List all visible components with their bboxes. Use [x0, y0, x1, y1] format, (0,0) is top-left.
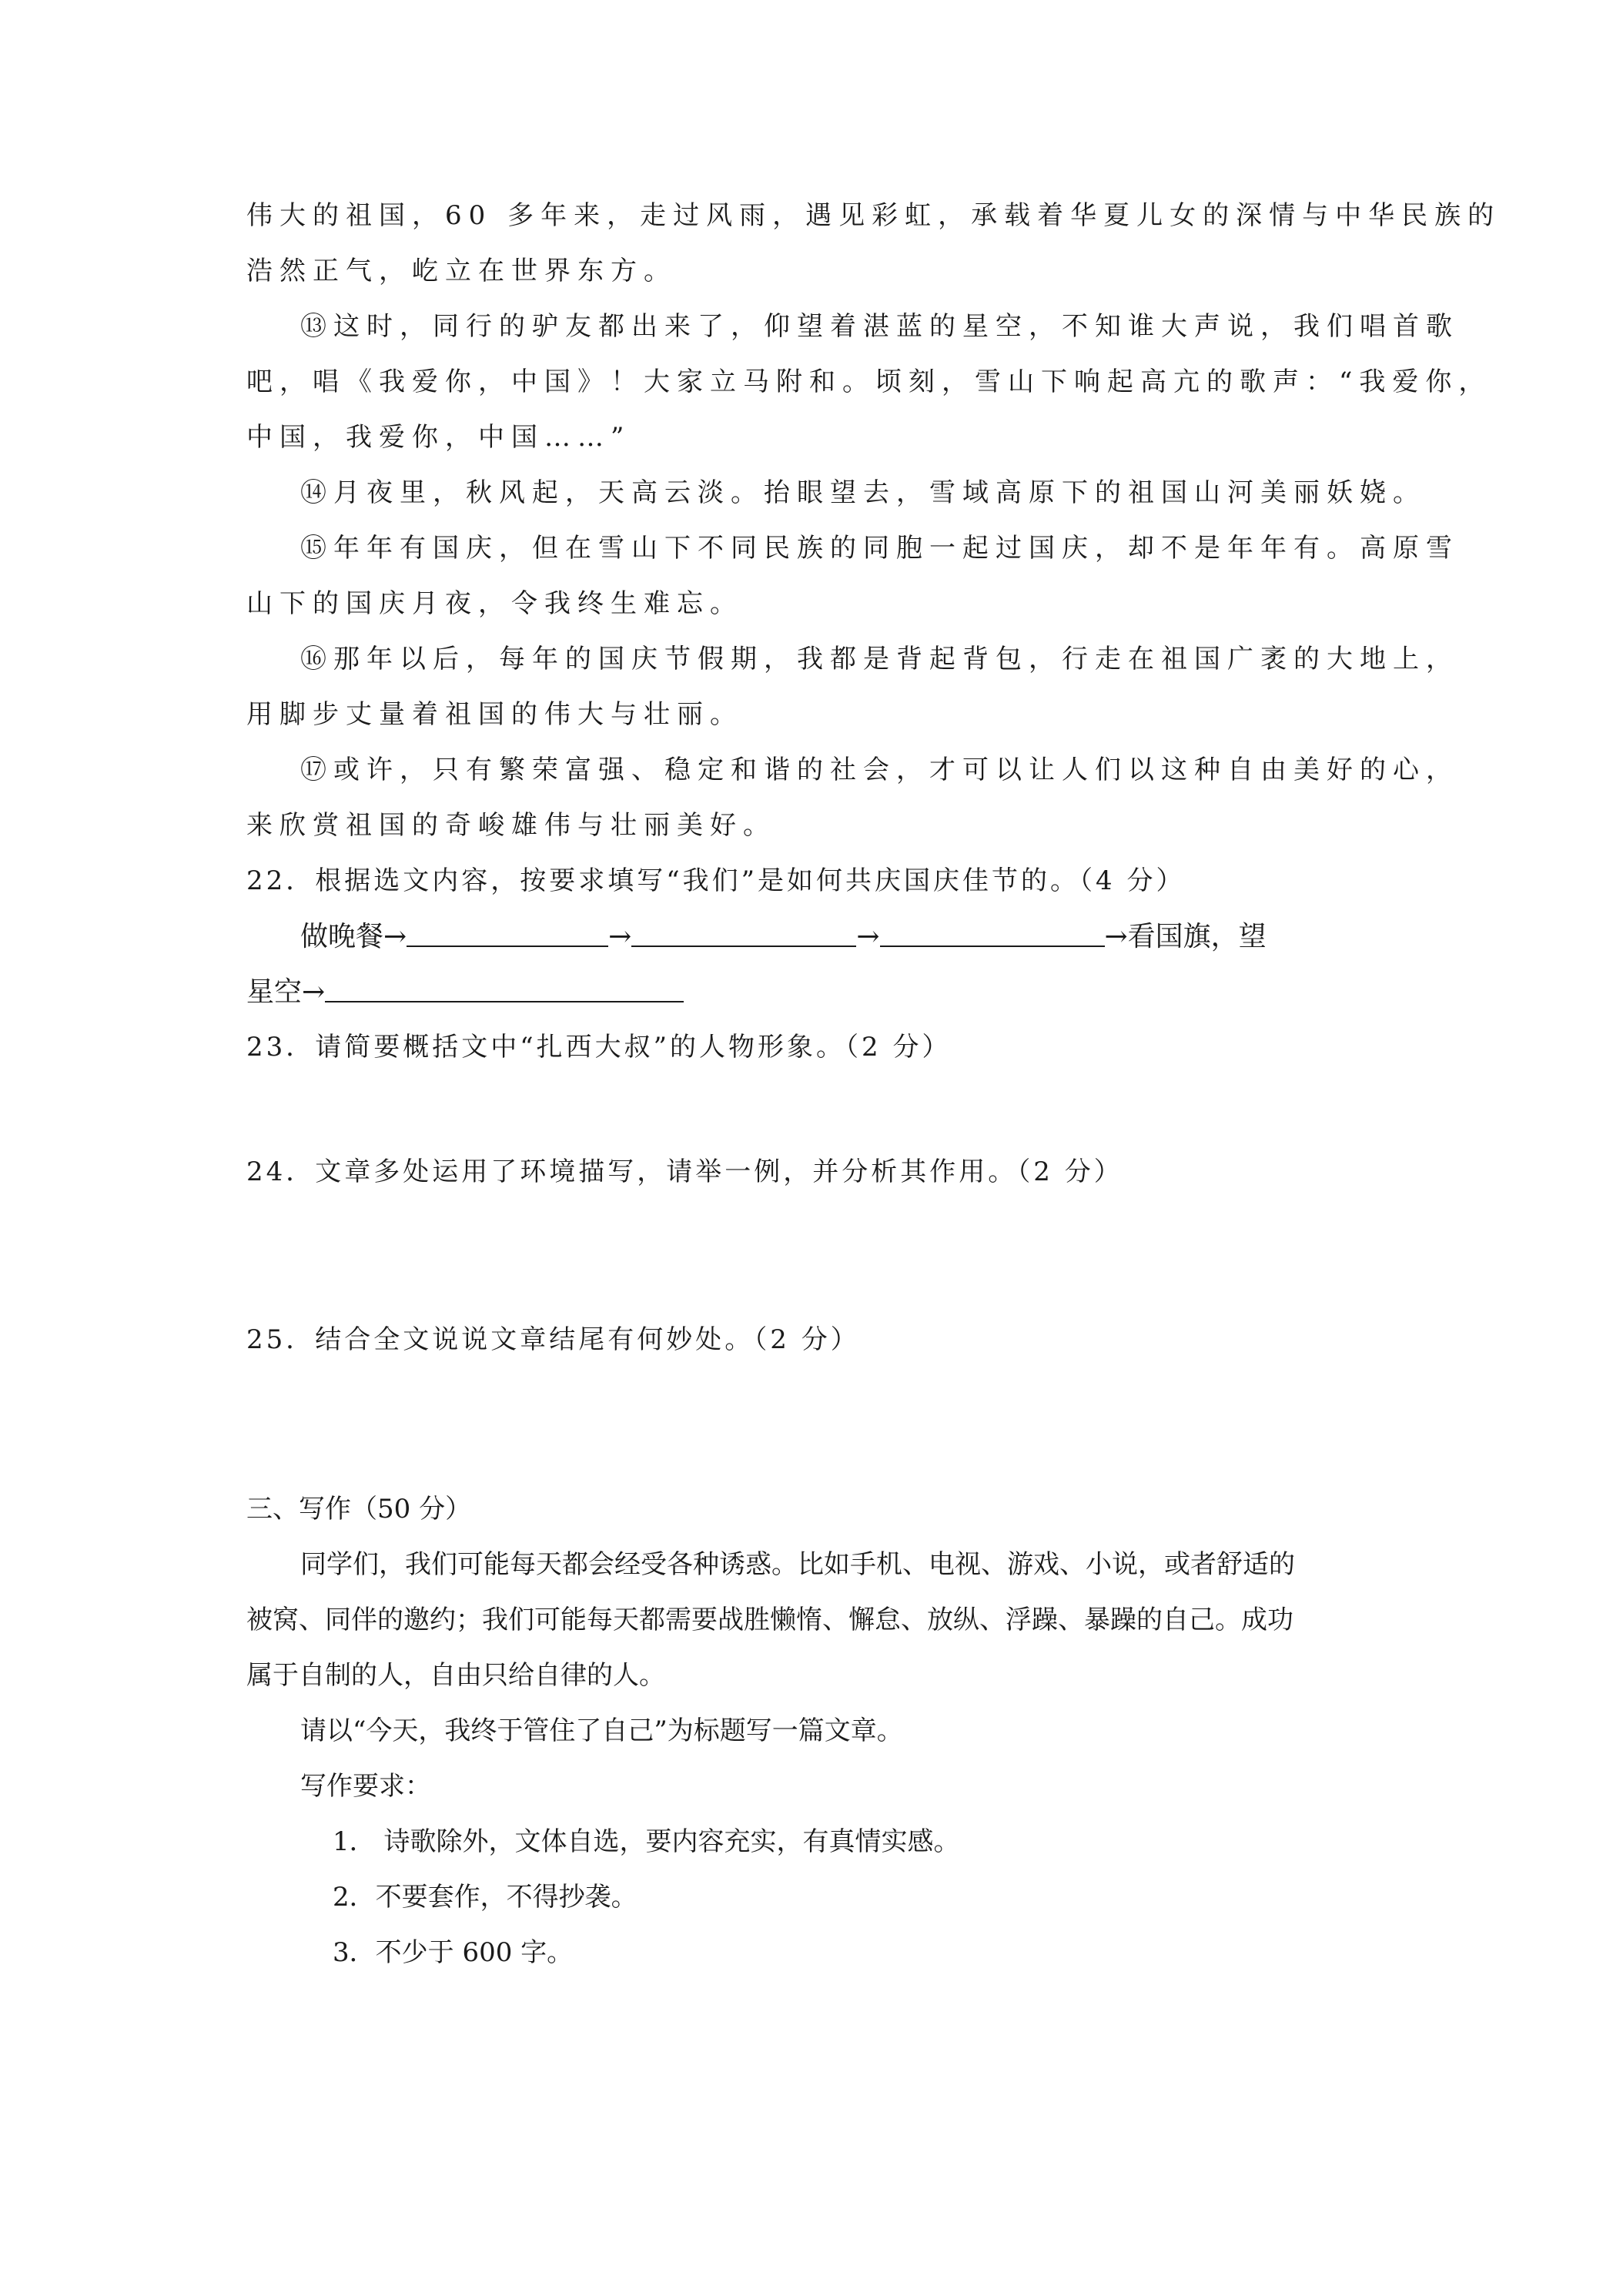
question-25: 25．结合全文说说文章结尾有何妙处。（2 分） [246, 1324, 860, 1355]
paragraph-13-line: ⑬这时，同行的驴友都出来了，仰望着湛蓝的星空，不知谁大声说，我们唱首歌 [300, 311, 1459, 342]
paragraph-16-line: 用脚步丈量着祖国的伟大与壮丽。 [246, 699, 743, 730]
section-heading-writing: 三、写作（50 分） [246, 1494, 472, 1525]
answer-blank-2[interactable] [631, 921, 856, 947]
paragraph-17-line: 来欣赏祖国的奇峻雄伟与壮丽美好。 [246, 810, 776, 841]
paragraph-13-line: 吧，唱《我爱你，中国》！大家立马附和。顷刻，雪山下响起高亢的歌声：“我爱你， [246, 366, 1492, 397]
answer-blank-1[interactable] [407, 921, 608, 947]
paragraph-13-line: 中国，我爱你，中国……” [246, 422, 631, 453]
paragraph-17-line: ⑰或许，只有繁荣富强、稳定和谐的社会，才可以让人们以这种自由美好的心， [300, 755, 1459, 785]
flow-arrow: → [608, 921, 632, 952]
passage-line: 浩然正气，屹立在世界东方。 [246, 256, 677, 286]
question-24: 24．文章多处运用了环境描写，请举一例，并分析其作用。（2 分） [246, 1156, 1123, 1187]
flow-step-end: 星空→ [246, 976, 326, 1008]
writing-prompt: 请以“今天，我终于管住了自己”为标题写一篇文章。 [300, 1715, 903, 1746]
passage-line: 伟大的祖国，60 多年来，走过风雨，遇见彩虹，承载着华夏儿女的深情与中华民族的 [246, 200, 1501, 231]
requirement-item: 2．不要套作，不得抄袭。 [333, 1882, 637, 1913]
q22-answer-flow-line2 [246, 976, 684, 1008]
writing-requirements-title: 写作要求： [300, 1771, 431, 1802]
writing-intro-line: 被窝、同伴的邀约；我们可能每天都需要战胜懒惰、懈怠、放纵、浮躁、暴躁的自己。成功 [246, 1605, 1293, 1635]
question-22: 22．根据选文内容，按要求填写“我们”是如何共庆国庆佳节的。（4 分） [246, 865, 1186, 896]
question-23: 23．请简要概括文中“扎西大叔”的人物形象。（2 分） [246, 1032, 952, 1063]
requirement-item: 3．不少于 600 字。 [333, 1937, 574, 1968]
answer-blank-3[interactable] [880, 921, 1105, 947]
requirement-item: 1． 诗歌除外，文体自选，要内容充实，有真情实感。 [333, 1826, 960, 1857]
writing-intro-line: 同学们，我们可能每天都会经受各种诱惑。比如手机、电视、游戏、小说，或者舒适的 [300, 1549, 1295, 1580]
q22-answer-flow [300, 921, 1267, 952]
paragraph-15-line: 山下的国庆月夜，令我终生难忘。 [246, 588, 743, 619]
paragraph-15-line: ⑮年年有国庆，但在雪山下不同民族的同胞一起过国庆，却不是年年有。高原雪 [300, 533, 1459, 564]
paragraph-14-line: ⑭月夜里，秋风起，天高云淡。抬眼望去，雪域高原下的祖国山河美丽妖娆。 [300, 477, 1426, 508]
flow-step-start: 做晚餐→ [300, 921, 407, 952]
flow-arrow: → [856, 921, 880, 952]
paragraph-16-line: ⑯那年以后，每年的国庆节假期，我都是背起背包，行走在祖国广袤的大地上， [300, 644, 1459, 674]
answer-blank-4[interactable] [325, 976, 684, 1002]
writing-intro-line: 属于自制的人，自由只给自律的人。 [246, 1660, 665, 1691]
flow-step-mid: →看国旗，望 [1104, 921, 1267, 952]
